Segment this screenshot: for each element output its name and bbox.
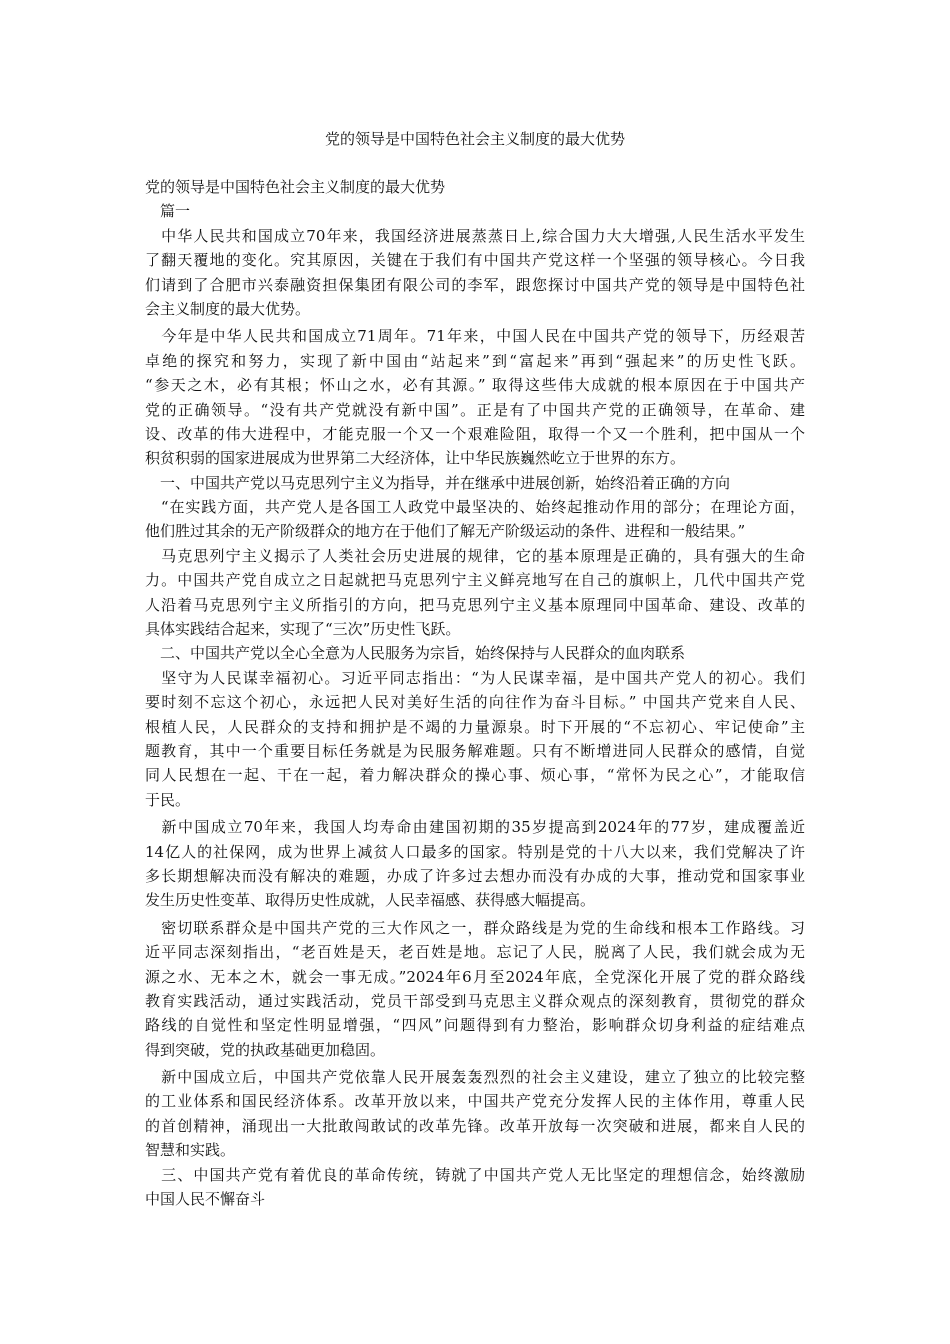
paragraph-line: 同人民想在一起、干在一起，着力解决群众的操心事、烦心事，“常怀为民之心”，才能取信 bbox=[145, 766, 805, 785]
paragraph-line: 发生历史性变革、取得历史性成就，人民幸福感、获得感大幅提高。 bbox=[145, 891, 596, 910]
paragraph-line: 力。中国共产党自成立之日起就把马克思列宁主义鲜亮地写在自己的旗帜上，几代中国共产党 bbox=[145, 571, 805, 590]
paragraph-line: 智慧和实践。 bbox=[145, 1141, 236, 1160]
paragraph-line: 他们胜过其余的无产阶级群众的地方在于他们了解无产阶级运动的条件、进程和一般结果。” bbox=[145, 522, 746, 541]
paragraph-line: 题教育，其中一个重要目标任务就是为民服务解难题。只有不断增进同人民群众的感情，自觉 bbox=[145, 741, 805, 760]
paragraph-line: 路线的自觉性和坚定性明显增强，“四风”问题得到有力整治，影响群众切身利益的症结难点 bbox=[145, 1016, 805, 1035]
paragraph-line: 的首创精神，涌现出一大批敢闯敢试的改革先锋。改革开放每一次突破和进展，都来自人民的 bbox=[145, 1116, 805, 1135]
paragraph-line: 中华人民共和国成立70年来，我国经济进展蒸蒸日上,综合国力大大增强,人民生活水平发生 bbox=[145, 226, 805, 245]
paragraph-line: 近平同志深刻指出，“老百姓是天，老百姓是地。忘记了人民，脱离了人民，我们就会成为无 bbox=[145, 943, 805, 962]
paragraph-line: 的工业体系和国民经济体系。改革开放以来，中国共产党充分发挥人民的主体作用，尊重人民 bbox=[145, 1092, 805, 1111]
paragraph-line: 卓绝的探究和努力，实现了新中国由“站起来”到“富起来”再到“强起来”的历史性飞跃。 bbox=[145, 351, 805, 370]
section-heading-line: 中国人民不懈奋斗 bbox=[145, 1190, 266, 1209]
section-heading-line: 一、中国共产党以马克思列宁主义为指导，并在继承中进展创新，始终沿着正确的方向 bbox=[145, 473, 731, 492]
paragraph-line: 坚守为人民谋幸福初心。习近平同志指出：“为人民谋幸福，是中国共产党人的初心。我们 bbox=[145, 668, 805, 687]
paragraph-line: 马克思列宁主义揭示了人类社会历史进展的规律，它的基本原理是正确的，具有强大的生命 bbox=[145, 546, 805, 565]
paragraph-line: 源之水、无本之木，就会一事无成。”2024年6月至2024年底，全党深化开展了党的群众路线 bbox=[145, 967, 805, 986]
paragraph-line: 得到突破，党的执政基础更加稳固。 bbox=[145, 1040, 386, 1059]
section-label-line: 篇一 bbox=[145, 202, 191, 221]
paragraph-line: “在实践方面，共产党人是各国工人政党中最坚决的、始终起推动作用的部分；在理论方面， bbox=[145, 498, 805, 517]
paragraph-line: 密切联系群众是中国共产党的三大作风之一，群众路线是为党的生命线和根本工作路线。习 bbox=[145, 918, 805, 937]
paragraph-line: 14亿人的社保网，成为世界上减贫人口最多的国家。特别是党的十八大以来，我们党解决了许 bbox=[145, 842, 805, 861]
document-title: 党的领导是中国特色社会主义制度的最大优势 bbox=[324, 130, 625, 148]
paragraph-line: 们请到了合肥市兴泰融资担保集团有限公司的李军，跟您探讨中国共产党的领导是中国特色社 bbox=[145, 275, 805, 294]
paragraph-line: 于民。 bbox=[145, 790, 191, 809]
paragraph-line: 设、改革的伟大进程中，才能克服一个又一个艰难险阻，取得一个又一个胜利，把中国从一个 bbox=[145, 424, 805, 443]
paragraph-line: 教育实践活动，通过实践活动，党员干部受到马克思主义群众观点的深刻教育，贯彻党的群众 bbox=[145, 991, 805, 1010]
section-heading-line: 二、中国共产党以全心全意为人民服务为宗旨，始终保持与人民群众的血肉联系 bbox=[145, 644, 686, 663]
paragraph-line: 了翻天覆地的变化。究其原因，关键在于我们有中国共产党这样一个坚强的领导核心。今日我 bbox=[145, 251, 805, 270]
paragraph-line: 党的正确领导。“没有共产党就没有新中国”。正是有了中国共产党的正确领导，在革命、建 bbox=[145, 400, 805, 419]
body-heading-line: 党的领导是中国特色社会主义制度的最大优势 bbox=[145, 178, 446, 196]
paragraph-line: 根植人民，人民群众的支持和拥护是不竭的力量源泉。时下开展的“不忘初心、牢记使命”主 bbox=[145, 717, 805, 736]
paragraph-line: 积贫积弱的国家进展成为世界第二大经济体，让中华民族巍然屹立于世界的东方。 bbox=[145, 449, 686, 468]
paragraph-line: 今年是中华人民共和国成立71周年。71年来，中国人民在中国共产党的领导下，历经艰苦 bbox=[145, 327, 805, 346]
paragraph-line: 新中国成立后，中国共产党依靠人民开展轰轰烈烈的社会主义建设，建立了独立的比较完整 bbox=[145, 1068, 805, 1087]
paragraph-line: 多长期想解决而没有解决的难题，办成了许多过去想办而没有办成的大事，推动党和国家事业 bbox=[145, 866, 805, 885]
paragraph-line: 要时刻不忘这个初心，永远把人民对美好生活的向往作为奋斗目标。” 中国共产党来自人民、 bbox=[145, 693, 805, 712]
paragraph-line: 新中国成立70年来，我国人均寿命由建国初期的35岁提高到2024年的77岁，建成覆盖近 bbox=[145, 818, 805, 837]
section-heading-line: 三、中国共产党有着优良的革命传统，铸就了中国共产党人无比坚定的理想信念，始终激励 bbox=[145, 1165, 805, 1184]
paragraph-line: 会主义制度的最大优势。 bbox=[145, 299, 311, 318]
document-body bbox=[145, 175, 805, 1211]
paragraph-line: 人沿着马克思列宁主义所指引的方向，把马克思列宁主义基本原理同中国革命、建设、改革的 bbox=[145, 595, 805, 614]
paragraph-line: “参天之木，必有其根；怀山之水，必有其源。” 取得这些伟大成就的根本原因在于中国共产 bbox=[145, 376, 805, 395]
paragraph-line: 具体实践结合起来，实现了“三次”历史性飞跃。 bbox=[145, 620, 461, 639]
